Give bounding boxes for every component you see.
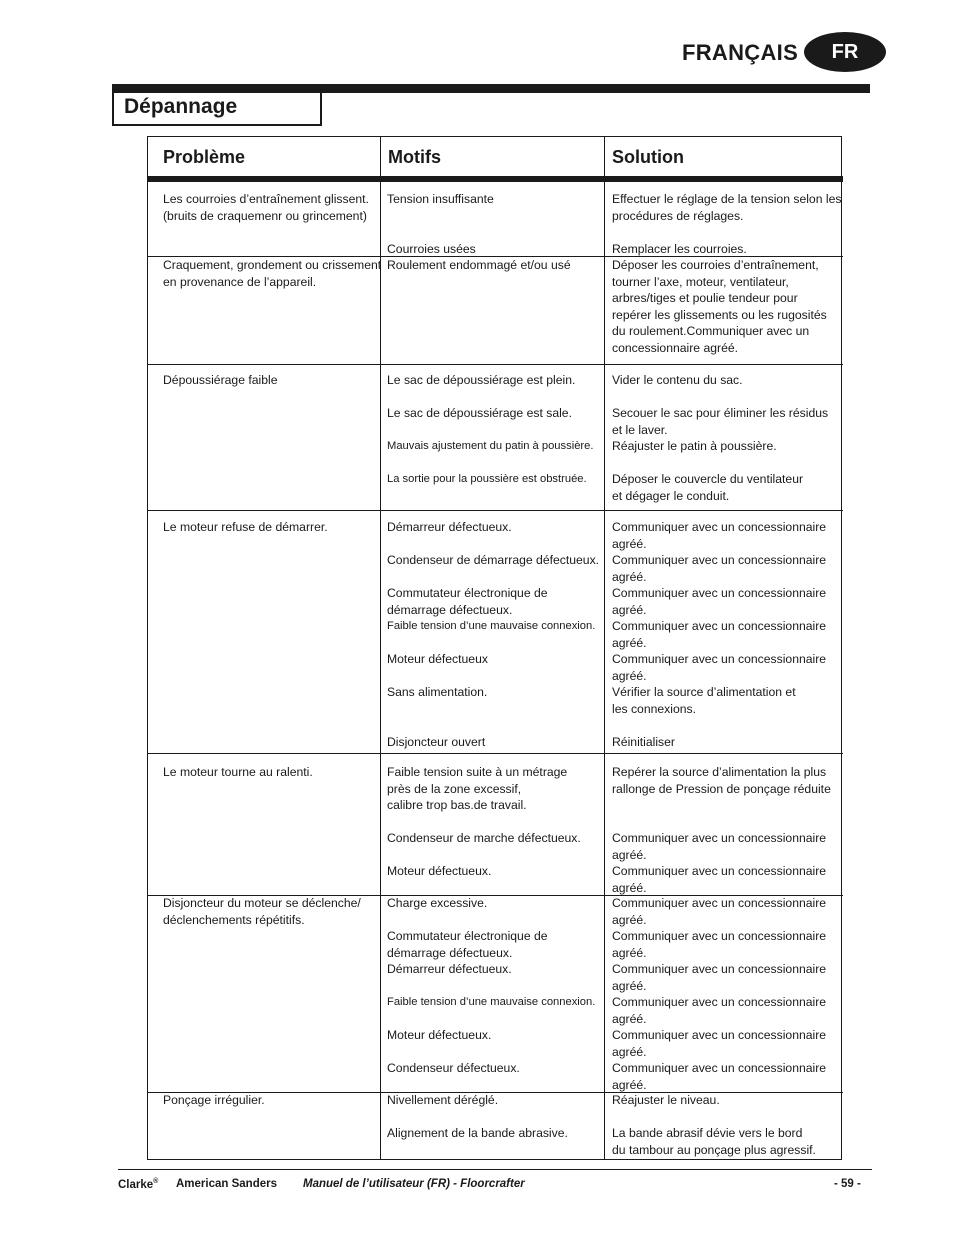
solution-text: Communiquer avec un concessionnaire [612, 553, 827, 567]
solution-text: Vérifier la source d’alimentation et [612, 685, 796, 699]
solution-text: agréé. [612, 912, 647, 927]
cause-text: Alignement de la bande abrasive. [387, 1126, 568, 1140]
solution-text: agréé. [612, 668, 647, 683]
solution-text: Communiquer avec un concessionnaire [612, 962, 827, 976]
cause-text: Moteur défectueux. [387, 864, 492, 878]
solution-text: agréé. [612, 569, 647, 584]
column-divider [604, 136, 605, 1160]
cause-text: Commutateur électronique de [387, 929, 548, 943]
cause-text: Condenseur défectueux. [387, 1061, 520, 1075]
cause-text: Faible tension d’une mauvaise connexion. [387, 620, 596, 632]
solution-text: Déposer les courroies d’entraînement, [612, 258, 819, 272]
cause-text: Moteur défectueux. [387, 1028, 492, 1042]
column-divider [380, 136, 381, 1160]
solution-text: agréé. [612, 978, 647, 993]
cause-text: près de la zone excessif, [387, 781, 522, 796]
solution-text: Communiquer avec un concessionnaire [612, 896, 827, 910]
table-header-rule [147, 176, 843, 182]
solution-text: Remplacer les courroies. [612, 241, 747, 256]
row-divider [147, 510, 843, 511]
cause-text: Disjoncteur ouvert [387, 734, 486, 749]
solution-text: procédures de réglages. [612, 208, 744, 223]
solution-text: Réinitialiser [612, 734, 675, 749]
cause-text: Le sac de dépoussiérage est plein. [387, 373, 576, 387]
cause-text: Courroies usées [387, 241, 476, 256]
solution-text: et dégager le conduit. [612, 488, 730, 503]
section-title: Dépannage [124, 95, 238, 118]
cause-text: Charge excessive. [387, 896, 488, 910]
footer-brand: Clarke® [118, 1178, 159, 1191]
column-header-solution: Solution [612, 147, 684, 167]
problem-text: Les courroies d’entraînement glissent. [163, 192, 369, 206]
problem-text: déclenchements répétitifs. [163, 912, 305, 927]
solution-text: agréé. [612, 847, 647, 862]
solution-text: Repérer la source d’alimentation la plus [612, 765, 827, 779]
language-title: FRANÇAIS [682, 40, 799, 65]
cause-text: Tension insuffisante [387, 192, 494, 206]
solution-text: arbres/tiges et poulie tendeur pour [612, 291, 798, 305]
cause-text: Démarreur défectueux. [387, 962, 512, 976]
solution-text: Vider le contenu du sac. [612, 373, 743, 387]
solution-text: agréé. [612, 945, 647, 960]
solution-text: Communiquer avec un concessionnaire [612, 1061, 827, 1075]
solution-text: agréé. [612, 1044, 647, 1059]
cause-text: Mauvais ajustement du patin à poussière. [387, 440, 594, 452]
problem-text: en provenance de l’appareil. [163, 274, 317, 289]
cause-text: Moteur défectueux [387, 652, 488, 666]
solution-text: agréé. [612, 1011, 647, 1026]
solution-text: rallonge de Pression de ponçage réduite [612, 781, 831, 796]
solution-text: Secouer le sac pour éliminer les résidus [612, 406, 829, 420]
row-divider [147, 364, 843, 365]
problem-text: Disjoncteur du moteur se déclenche/ [163, 896, 361, 910]
solution-text: repérer les glissements ou les rugosités [612, 307, 827, 322]
cause-text: Sans alimentation. [387, 685, 488, 699]
solution-text: du roulement.Communiquer avec un [612, 324, 810, 338]
cause-text: calibre trop bas.de travail. [387, 798, 527, 812]
solution-text: agréé. [612, 602, 647, 617]
problem-text: Le moteur refuse de démarrer. [163, 520, 328, 534]
solution-text: La bande abrasif dévie vers le bord [612, 1126, 803, 1140]
solution-text: agréé. [612, 880, 647, 895]
solution-text: Communiquer avec un concessionnaire [612, 831, 827, 845]
solution-text: Réajuster le patin à poussière. [612, 439, 777, 453]
column-header-problem: Problème [163, 147, 246, 167]
footer-rule [118, 1169, 872, 1170]
cause-text: Le sac de dépoussiérage est sale. [387, 406, 572, 420]
solution-text: du tambour au ponçage plus agressif. [612, 1142, 816, 1157]
problem-text: Ponçage irrégulier. [163, 1093, 265, 1107]
cause-text: Condenseur de démarrage défectueux. [387, 553, 600, 567]
solution-text: concessionnaire agréé. [612, 340, 739, 355]
solution-text: Déposer le couvercle du ventilateur [612, 472, 804, 486]
solution-text: Communiquer avec un concessionnaire [612, 995, 827, 1009]
cause-text: Commutateur électronique de [387, 586, 548, 600]
solution-text: tourner l’axe, moteur, ventilateur, [612, 274, 789, 289]
solution-text: Réajuster le niveau. [612, 1093, 720, 1107]
solution-text: Effectuer le réglage de la tension selon les [612, 192, 842, 206]
problem-text: (bruits de craquemenr ou grincement) [163, 208, 367, 223]
footer-manual-title: Manuel de l’utilisateur (FR) - Floorcrafter [303, 1178, 525, 1190]
column-header-causes: Motifs [388, 147, 441, 167]
header-rule [112, 84, 870, 93]
solution-text: Communiquer avec un concessionnaire [612, 864, 827, 878]
row-divider [147, 753, 843, 754]
solution-text: agréé. [612, 536, 647, 551]
problem-text: Dépoussiérage faible [163, 373, 278, 387]
cause-text: Démarreur défectueux. [387, 520, 512, 534]
solution-text: les connexions. [612, 701, 697, 716]
solution-text: Communiquer avec un concessionnaire [612, 929, 827, 943]
cause-text: démarrage défectueux. [387, 602, 513, 617]
language-badge: FR [804, 32, 886, 72]
page-number: - 59 - [834, 1178, 861, 1190]
cause-text: Faible tension d’une mauvaise connexion. [387, 996, 596, 1008]
cause-text: Condenseur de marche défectueux. [387, 831, 581, 845]
cause-text: Faible tension suite à un métrage [387, 765, 568, 779]
footer-company: American Sanders [176, 1178, 277, 1190]
solution-text: Communiquer avec un concessionnaire [612, 619, 827, 633]
solution-text: Communiquer avec un concessionnaire [612, 586, 827, 600]
solution-text: Communiquer avec un concessionnaire [612, 652, 827, 666]
cause-text: La sortie pour la poussière est obstruée. [387, 473, 587, 485]
solution-text: agréé. [612, 1077, 647, 1092]
solution-text: Communiquer avec un concessionnaire [612, 1028, 827, 1042]
solution-text: agréé. [612, 635, 647, 650]
problem-text: Le moteur tourne au ralenti. [163, 765, 313, 779]
solution-text: Communiquer avec un concessionnaire [612, 520, 827, 534]
solution-text: et le laver. [612, 422, 668, 437]
cause-text: démarrage défectueux. [387, 945, 513, 960]
cause-text: Roulement endommagé et/ou usé [387, 258, 571, 272]
cause-text: Nivellement déréglé. [387, 1093, 499, 1107]
problem-text: Craquement, grondement ou crissement [163, 258, 382, 272]
